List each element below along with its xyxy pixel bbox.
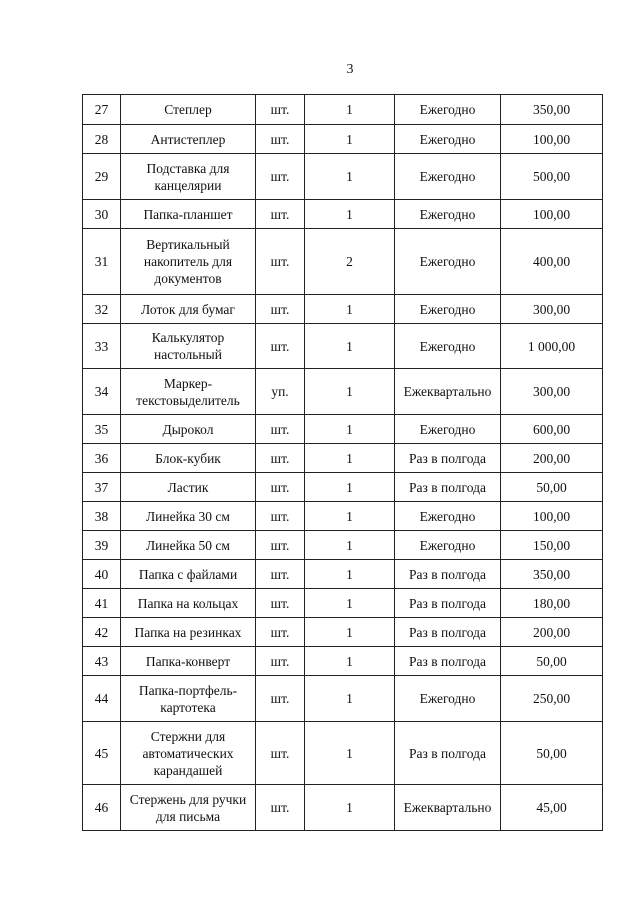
frequency: Ежеквартально	[395, 785, 501, 831]
unit: шт.	[256, 785, 305, 831]
item-name: Подставка для канцелярии	[121, 154, 256, 200]
table-row	[83, 502, 603, 531]
frequency: Ежегодно	[395, 200, 501, 229]
frequency: Ежегодно	[395, 324, 501, 369]
item-name: Ластик	[121, 473, 256, 502]
frequency: Ежегодно	[395, 676, 501, 722]
quantity: 1	[305, 200, 395, 229]
item-name: Папка на резинках	[121, 618, 256, 647]
frequency: Ежегодно	[395, 295, 501, 324]
page-number: 3	[346, 62, 354, 77]
frequency: Ежегодно	[395, 154, 501, 200]
item-name: Блок-кубик	[121, 444, 256, 473]
table-row	[83, 560, 603, 589]
quantity: 1	[305, 676, 395, 722]
unit: шт.	[256, 618, 305, 647]
table-row	[83, 676, 603, 722]
unit: шт.	[256, 531, 305, 560]
table-row	[83, 722, 603, 785]
unit: шт.	[256, 722, 305, 785]
unit: шт.	[256, 415, 305, 444]
row-number: 31	[83, 229, 121, 295]
quantity: 2	[305, 229, 395, 295]
frequency: Ежегодно	[395, 502, 501, 531]
price: 45,00	[501, 785, 603, 831]
frequency: Ежегодно	[395, 95, 501, 125]
unit: шт.	[256, 473, 305, 502]
price: 500,00	[501, 154, 603, 200]
row-number: 36	[83, 444, 121, 473]
unit: шт.	[256, 647, 305, 676]
item-name: Стержни для автоматических карандашей	[121, 722, 256, 785]
price: 50,00	[501, 647, 603, 676]
item-name: Линейка 50 см	[121, 531, 256, 560]
row-number: 46	[83, 785, 121, 831]
table-row	[83, 324, 603, 369]
quantity: 1	[305, 560, 395, 589]
price: 100,00	[501, 502, 603, 531]
table-row	[83, 618, 603, 647]
unit: шт.	[256, 200, 305, 229]
quantity: 1	[305, 502, 395, 531]
quantity: 1	[305, 154, 395, 200]
frequency: Раз в полгода	[395, 444, 501, 473]
table-row	[83, 200, 603, 229]
row-number: 42	[83, 618, 121, 647]
table-row	[83, 295, 603, 324]
item-name: Вертикальный накопитель для документов	[121, 229, 256, 295]
row-number: 39	[83, 531, 121, 560]
frequency: Раз в полгода	[395, 589, 501, 618]
table-row	[83, 95, 603, 125]
supplies-table	[82, 94, 603, 831]
frequency: Раз в полгода	[395, 722, 501, 785]
item-name: Папка на кольцах	[121, 589, 256, 618]
table-row	[83, 415, 603, 444]
item-name: Антистеплер	[121, 125, 256, 154]
quantity: 1	[305, 473, 395, 502]
price: 250,00	[501, 676, 603, 722]
row-number: 45	[83, 722, 121, 785]
price: 100,00	[501, 125, 603, 154]
unit: шт.	[256, 95, 305, 125]
row-number: 43	[83, 647, 121, 676]
price: 1 000,00	[501, 324, 603, 369]
item-name: Маркер-текстовыделитель	[121, 369, 256, 415]
frequency: Раз в полгода	[395, 473, 501, 502]
frequency: Ежегодно	[395, 125, 501, 154]
quantity: 1	[305, 324, 395, 369]
table-row	[83, 473, 603, 502]
unit: шт.	[256, 589, 305, 618]
frequency: Раз в полгода	[395, 618, 501, 647]
item-name: Степлер	[121, 95, 256, 125]
row-number: 35	[83, 415, 121, 444]
unit: уп.	[256, 369, 305, 415]
quantity: 1	[305, 531, 395, 560]
frequency: Раз в полгода	[395, 647, 501, 676]
table-row	[83, 444, 603, 473]
table-row	[83, 647, 603, 676]
price: 350,00	[501, 560, 603, 589]
table-row	[83, 125, 603, 154]
row-number: 27	[83, 95, 121, 125]
row-number: 44	[83, 676, 121, 722]
price: 180,00	[501, 589, 603, 618]
item-name: Папка с файлами	[121, 560, 256, 589]
row-number: 30	[83, 200, 121, 229]
price: 300,00	[501, 295, 603, 324]
row-number: 29	[83, 154, 121, 200]
table-row	[83, 785, 603, 831]
item-name: Стержень для ручки для письма	[121, 785, 256, 831]
frequency: Ежегодно	[395, 415, 501, 444]
unit: шт.	[256, 676, 305, 722]
row-number: 38	[83, 502, 121, 531]
price: 400,00	[501, 229, 603, 295]
item-name: Калькулятор настольный	[121, 324, 256, 369]
table-row	[83, 369, 603, 415]
row-number: 37	[83, 473, 121, 502]
item-name: Папка-конверт	[121, 647, 256, 676]
row-number: 40	[83, 560, 121, 589]
item-name: Линейка 30 см	[121, 502, 256, 531]
table-row	[83, 531, 603, 560]
unit: шт.	[256, 229, 305, 295]
frequency: Ежегодно	[395, 531, 501, 560]
price: 200,00	[501, 444, 603, 473]
item-name: Папка-портфель-картотека	[121, 676, 256, 722]
unit: шт.	[256, 154, 305, 200]
row-number: 33	[83, 324, 121, 369]
price: 50,00	[501, 722, 603, 785]
price: 200,00	[501, 618, 603, 647]
unit: шт.	[256, 295, 305, 324]
quantity: 1	[305, 415, 395, 444]
unit: шт.	[256, 444, 305, 473]
unit: шт.	[256, 324, 305, 369]
frequency: Ежеквартально	[395, 369, 501, 415]
quantity: 1	[305, 369, 395, 415]
quantity: 1	[305, 95, 395, 125]
quantity: 1	[305, 722, 395, 785]
quantity: 1	[305, 785, 395, 831]
row-number: 32	[83, 295, 121, 324]
quantity: 1	[305, 295, 395, 324]
quantity: 1	[305, 589, 395, 618]
frequency: Ежегодно	[395, 229, 501, 295]
price: 300,00	[501, 369, 603, 415]
row-number: 41	[83, 589, 121, 618]
quantity: 1	[305, 125, 395, 154]
quantity: 1	[305, 618, 395, 647]
item-name: Папка-планшет	[121, 200, 256, 229]
row-number: 28	[83, 125, 121, 154]
item-name: Лоток для бумаг	[121, 295, 256, 324]
unit: шт.	[256, 502, 305, 531]
table-row	[83, 154, 603, 200]
price: 600,00	[501, 415, 603, 444]
price: 150,00	[501, 531, 603, 560]
price: 350,00	[501, 95, 603, 125]
quantity: 1	[305, 444, 395, 473]
unit: шт.	[256, 125, 305, 154]
unit: шт.	[256, 560, 305, 589]
quantity: 1	[305, 647, 395, 676]
table-row	[83, 229, 603, 295]
item-name: Дырокол	[121, 415, 256, 444]
row-number: 34	[83, 369, 121, 415]
frequency: Раз в полгода	[395, 560, 501, 589]
table-row	[83, 589, 603, 618]
price: 50,00	[501, 473, 603, 502]
price: 100,00	[501, 200, 603, 229]
